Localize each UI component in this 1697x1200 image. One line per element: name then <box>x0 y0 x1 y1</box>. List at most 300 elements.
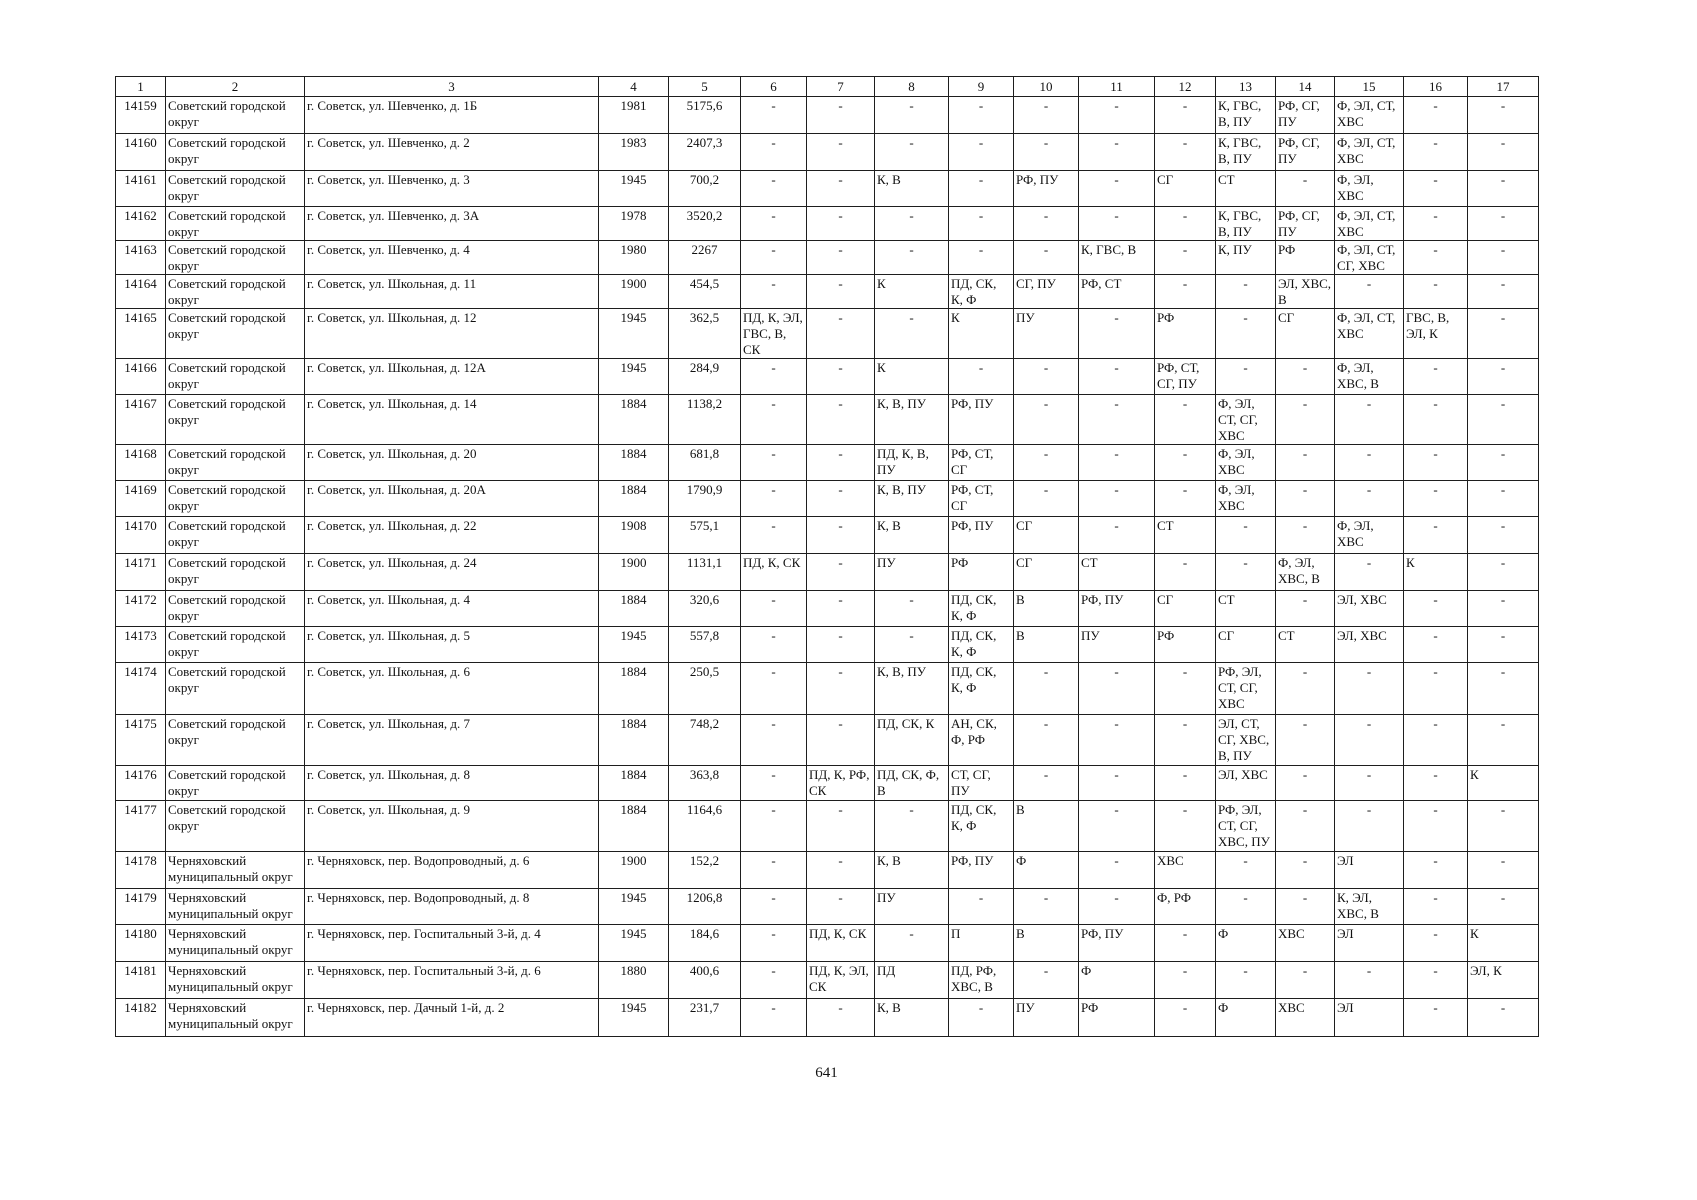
column-13-cell: К, ПУ <box>1216 241 1276 275</box>
table-row <box>116 481 1539 517</box>
column-9-cell: ПД, СК, К, Ф <box>949 801 1014 852</box>
table-row <box>116 715 1539 766</box>
column-10-cell: - <box>1014 766 1079 801</box>
column-header-4: 4 <box>599 77 669 97</box>
column-14-cell: ЭЛ, ХВС, В <box>1276 275 1335 309</box>
column-16-cell: - <box>1404 715 1468 766</box>
column-6-cell: - <box>741 97 807 134</box>
table-row <box>116 554 1539 591</box>
table-row <box>116 962 1539 999</box>
column-12-cell: - <box>1155 395 1216 445</box>
year-cell: 1945 <box>599 627 669 663</box>
column-13-cell: СТ <box>1216 171 1276 207</box>
year-cell: 1900 <box>599 852 669 889</box>
record-number-cell: 14180 <box>116 925 166 962</box>
column-8-cell: К, В <box>875 517 949 554</box>
column-14-cell: - <box>1276 852 1335 889</box>
column-17-cell: ЭЛ, К <box>1468 962 1539 999</box>
column-12-cell: Ф, РФ <box>1155 889 1216 925</box>
area-cell: 400,6 <box>669 962 741 999</box>
address-cell: г. Советск, ул. Школьная, д. 9 <box>305 801 599 852</box>
column-header-8: 8 <box>875 77 949 97</box>
column-10-cell: - <box>1014 481 1079 517</box>
column-12-cell: - <box>1155 445 1216 481</box>
area-cell: 1131,1 <box>669 554 741 591</box>
column-12-cell: - <box>1155 999 1216 1037</box>
column-8-cell: К, В, ПУ <box>875 663 949 715</box>
column-header-10: 10 <box>1014 77 1079 97</box>
column-14-cell: РФ, СГ, ПУ <box>1276 97 1335 134</box>
column-8-cell: К <box>875 275 949 309</box>
table-body <box>116 97 1539 1037</box>
table-row <box>116 207 1539 241</box>
year-cell: 1945 <box>599 359 669 395</box>
record-number-cell: 14181 <box>116 962 166 999</box>
column-12-cell: - <box>1155 663 1216 715</box>
column-12-cell: - <box>1155 801 1216 852</box>
column-8-cell: - <box>875 591 949 627</box>
column-8-cell: - <box>875 97 949 134</box>
column-12-cell: - <box>1155 97 1216 134</box>
column-8-cell: К, В, ПУ <box>875 481 949 517</box>
column-9-cell: - <box>949 359 1014 395</box>
column-13-cell: К, ГВС, В, ПУ <box>1216 207 1276 241</box>
record-number-cell: 14175 <box>116 715 166 766</box>
record-number-cell: 14164 <box>116 275 166 309</box>
column-14-cell: РФ <box>1276 241 1335 275</box>
year-cell: 1884 <box>599 663 669 715</box>
column-10-cell: В <box>1014 925 1079 962</box>
column-16-cell: - <box>1404 591 1468 627</box>
header-row <box>116 77 1539 97</box>
column-11-cell: - <box>1079 715 1155 766</box>
column-12-cell: ХВС <box>1155 852 1216 889</box>
column-16-cell: - <box>1404 962 1468 999</box>
column-17-cell: - <box>1468 801 1539 852</box>
column-6-cell: - <box>741 715 807 766</box>
column-12-cell: РФ <box>1155 309 1216 359</box>
column-9-cell: ПД, СК, К, Ф <box>949 663 1014 715</box>
column-16-cell: - <box>1404 134 1468 171</box>
table-row <box>116 359 1539 395</box>
column-header-5: 5 <box>669 77 741 97</box>
column-17-cell: - <box>1468 999 1539 1037</box>
column-7-cell: ПД, К, РФ, СК <box>807 766 875 801</box>
table-row <box>116 801 1539 852</box>
municipality-cell: Советский городской округ <box>166 395 305 445</box>
column-11-cell: - <box>1079 852 1155 889</box>
table-row <box>116 134 1539 171</box>
column-9-cell: РФ, ПУ <box>949 852 1014 889</box>
column-11-cell: - <box>1079 97 1155 134</box>
address-cell: г. Советск, ул. Школьная, д. 12 <box>305 309 599 359</box>
record-number-cell: 14173 <box>116 627 166 663</box>
table-row <box>116 309 1539 359</box>
column-15-cell: - <box>1335 715 1404 766</box>
column-16-cell: - <box>1404 445 1468 481</box>
column-11-cell: - <box>1079 481 1155 517</box>
column-13-cell: - <box>1216 517 1276 554</box>
column-12-cell: - <box>1155 134 1216 171</box>
municipality-cell: Черняховский муниципальный округ <box>166 852 305 889</box>
column-10-cell: ПУ <box>1014 309 1079 359</box>
column-13-cell: - <box>1216 852 1276 889</box>
column-7-cell: - <box>807 309 875 359</box>
column-17-cell: - <box>1468 889 1539 925</box>
column-13-cell: Ф <box>1216 925 1276 962</box>
column-header-12: 12 <box>1155 77 1216 97</box>
column-9-cell: РФ <box>949 554 1014 591</box>
municipality-cell: Советский городской округ <box>166 715 305 766</box>
area-cell: 1790,9 <box>669 481 741 517</box>
column-6-cell: - <box>741 445 807 481</box>
column-16-cell: - <box>1404 275 1468 309</box>
column-9-cell: - <box>949 999 1014 1037</box>
column-16-cell: - <box>1404 889 1468 925</box>
address-cell: г. Советск, ул. Шевченко, д. 4 <box>305 241 599 275</box>
column-15-cell: Ф, ЭЛ, СТ, ХВС <box>1335 207 1404 241</box>
column-6-cell: ПД, К, ЭЛ, ГВС, В, СК <box>741 309 807 359</box>
year-cell: 1983 <box>599 134 669 171</box>
column-9-cell: ПД, СК, К, Ф <box>949 627 1014 663</box>
municipality-cell: Советский городской округ <box>166 627 305 663</box>
record-number-cell: 14162 <box>116 207 166 241</box>
address-cell: г. Советск, ул. Школьная, д. 12А <box>305 359 599 395</box>
column-16-cell: ГВС, В, ЭЛ, К <box>1404 309 1468 359</box>
area-cell: 681,8 <box>669 445 741 481</box>
column-8-cell: ПД, СК, К <box>875 715 949 766</box>
area-cell: 231,7 <box>669 999 741 1037</box>
area-cell: 152,2 <box>669 852 741 889</box>
column-14-cell: СГ <box>1276 309 1335 359</box>
column-15-cell: - <box>1335 395 1404 445</box>
column-7-cell: - <box>807 591 875 627</box>
column-13-cell: ЭЛ, ХВС <box>1216 766 1276 801</box>
column-13-cell: Ф, ЭЛ, ХВС <box>1216 445 1276 481</box>
column-9-cell: - <box>949 97 1014 134</box>
column-13-cell: - <box>1216 962 1276 999</box>
column-10-cell: - <box>1014 134 1079 171</box>
municipality-cell: Советский городской округ <box>166 171 305 207</box>
column-9-cell: - <box>949 171 1014 207</box>
column-14-cell: - <box>1276 445 1335 481</box>
table-row <box>116 445 1539 481</box>
year-cell: 1884 <box>599 591 669 627</box>
year-cell: 1945 <box>599 309 669 359</box>
column-10-cell: ПУ <box>1014 999 1079 1037</box>
column-8-cell: К, В, ПУ <box>875 395 949 445</box>
column-15-cell: - <box>1335 275 1404 309</box>
page-number: 641 <box>815 1065 838 1081</box>
record-number-cell: 14172 <box>116 591 166 627</box>
column-12-cell: - <box>1155 241 1216 275</box>
column-17-cell: - <box>1468 591 1539 627</box>
column-17-cell: - <box>1468 359 1539 395</box>
column-header-16: 16 <box>1404 77 1468 97</box>
column-16-cell: - <box>1404 171 1468 207</box>
address-cell: г. Черняховск, пер. Дачный 1-й, д. 2 <box>305 999 599 1037</box>
table-row <box>116 241 1539 275</box>
column-15-cell: Ф, ЭЛ, СТ, ХВС <box>1335 309 1404 359</box>
column-17-cell: - <box>1468 663 1539 715</box>
column-6-cell: - <box>741 999 807 1037</box>
column-15-cell: К, ЭЛ, ХВС, В <box>1335 889 1404 925</box>
column-9-cell: СТ, СГ, ПУ <box>949 766 1014 801</box>
column-6-cell: - <box>741 481 807 517</box>
column-header-7: 7 <box>807 77 875 97</box>
column-11-cell: РФ, СТ <box>1079 275 1155 309</box>
year-cell: 1945 <box>599 925 669 962</box>
year-cell: 1900 <box>599 275 669 309</box>
column-6-cell: - <box>741 395 807 445</box>
address-cell: г. Черняховск, пер. Водопроводный, д. 8 <box>305 889 599 925</box>
column-7-cell: - <box>807 359 875 395</box>
column-9-cell: РФ, ПУ <box>949 395 1014 445</box>
column-8-cell: К, В <box>875 852 949 889</box>
column-13-cell: - <box>1216 275 1276 309</box>
municipality-cell: Черняховский муниципальный округ <box>166 889 305 925</box>
column-12-cell: - <box>1155 207 1216 241</box>
record-number-cell: 14182 <box>116 999 166 1037</box>
column-header-6: 6 <box>741 77 807 97</box>
municipality-cell: Советский городской округ <box>166 275 305 309</box>
column-10-cell: СГ <box>1014 517 1079 554</box>
column-16-cell: - <box>1404 481 1468 517</box>
column-12-cell: СГ <box>1155 171 1216 207</box>
record-number-cell: 14163 <box>116 241 166 275</box>
column-header-17: 17 <box>1468 77 1539 97</box>
column-7-cell: - <box>807 275 875 309</box>
area-cell: 362,5 <box>669 309 741 359</box>
column-7-cell: - <box>807 554 875 591</box>
column-13-cell: РФ, ЭЛ, СТ, СГ, ХВС, ПУ <box>1216 801 1276 852</box>
address-cell: г. Советск, ул. Школьная, д. 20А <box>305 481 599 517</box>
column-9-cell: - <box>949 134 1014 171</box>
column-17-cell: - <box>1468 134 1539 171</box>
column-10-cell: Ф <box>1014 852 1079 889</box>
column-11-cell: - <box>1079 517 1155 554</box>
record-number-cell: 14179 <box>116 889 166 925</box>
address-cell: г. Советск, ул. Школьная, д. 5 <box>305 627 599 663</box>
column-7-cell: - <box>807 715 875 766</box>
table-row <box>116 171 1539 207</box>
column-15-cell: - <box>1335 801 1404 852</box>
record-number-cell: 14170 <box>116 517 166 554</box>
column-6-cell: ПД, К, СК <box>741 554 807 591</box>
record-number-cell: 14168 <box>116 445 166 481</box>
column-12-cell: РФ <box>1155 627 1216 663</box>
column-10-cell: - <box>1014 207 1079 241</box>
column-16-cell: - <box>1404 627 1468 663</box>
column-header-13: 13 <box>1216 77 1276 97</box>
column-15-cell: - <box>1335 554 1404 591</box>
column-7-cell: - <box>807 627 875 663</box>
column-10-cell: - <box>1014 395 1079 445</box>
column-10-cell: В <box>1014 801 1079 852</box>
column-6-cell: - <box>741 359 807 395</box>
column-8-cell: К, В <box>875 171 949 207</box>
column-11-cell: - <box>1079 134 1155 171</box>
column-8-cell: - <box>875 241 949 275</box>
area-cell: 748,2 <box>669 715 741 766</box>
column-13-cell: - <box>1216 889 1276 925</box>
column-17-cell: - <box>1468 715 1539 766</box>
column-9-cell: ПД, СК, К, Ф <box>949 591 1014 627</box>
year-cell: 1884 <box>599 801 669 852</box>
column-9-cell: РФ, СТ, СГ <box>949 481 1014 517</box>
column-16-cell: - <box>1404 395 1468 445</box>
address-cell: г. Советск, ул. Школьная, д. 8 <box>305 766 599 801</box>
column-header-14: 14 <box>1276 77 1335 97</box>
column-13-cell: СГ <box>1216 627 1276 663</box>
column-header-3: 3 <box>305 77 599 97</box>
column-15-cell: Ф, ЭЛ, ХВС <box>1335 171 1404 207</box>
column-14-cell: - <box>1276 889 1335 925</box>
column-16-cell: - <box>1404 359 1468 395</box>
column-15-cell: - <box>1335 663 1404 715</box>
column-12-cell: - <box>1155 554 1216 591</box>
year-cell: 1884 <box>599 715 669 766</box>
area-cell: 454,5 <box>669 275 741 309</box>
column-header-15: 15 <box>1335 77 1404 97</box>
address-cell: г. Советск, ул. Школьная, д. 24 <box>305 554 599 591</box>
column-16-cell: - <box>1404 517 1468 554</box>
year-cell: 1900 <box>599 554 669 591</box>
column-11-cell: - <box>1079 207 1155 241</box>
column-12-cell: СТ <box>1155 517 1216 554</box>
column-12-cell: СГ <box>1155 591 1216 627</box>
area-cell: 250,5 <box>669 663 741 715</box>
column-8-cell: ПД, К, В, ПУ <box>875 445 949 481</box>
column-6-cell: - <box>741 275 807 309</box>
municipality-cell: Советский городской округ <box>166 359 305 395</box>
year-cell: 1978 <box>599 207 669 241</box>
column-13-cell: Ф, ЭЛ, ХВС <box>1216 481 1276 517</box>
column-16-cell: - <box>1404 663 1468 715</box>
record-number-cell: 14166 <box>116 359 166 395</box>
column-13-cell: - <box>1216 554 1276 591</box>
record-number-cell: 14171 <box>116 554 166 591</box>
record-number-cell: 14174 <box>116 663 166 715</box>
column-13-cell: РФ, ЭЛ, СТ, СГ, ХВС <box>1216 663 1276 715</box>
column-8-cell: - <box>875 309 949 359</box>
column-17-cell: - <box>1468 275 1539 309</box>
column-13-cell: - <box>1216 359 1276 395</box>
year-cell: 1981 <box>599 97 669 134</box>
area-cell: 575,1 <box>669 517 741 554</box>
column-10-cell: - <box>1014 241 1079 275</box>
table-row <box>116 925 1539 962</box>
area-cell: 1138,2 <box>669 395 741 445</box>
column-15-cell: - <box>1335 962 1404 999</box>
column-14-cell: СТ <box>1276 627 1335 663</box>
column-17-cell: - <box>1468 309 1539 359</box>
municipality-cell: Черняховский муниципальный округ <box>166 999 305 1037</box>
record-number-cell: 14159 <box>116 97 166 134</box>
column-17-cell: - <box>1468 627 1539 663</box>
municipality-cell: Советский городской округ <box>166 207 305 241</box>
area-cell: 1206,8 <box>669 889 741 925</box>
column-15-cell: ЭЛ <box>1335 999 1404 1037</box>
table-row <box>116 591 1539 627</box>
address-cell: г. Советск, ул. Школьная, д. 7 <box>305 715 599 766</box>
column-16-cell: - <box>1404 852 1468 889</box>
column-13-cell: Ф, ЭЛ, СТ, СГ, ХВС <box>1216 395 1276 445</box>
municipality-cell: Советский городской округ <box>166 766 305 801</box>
column-10-cell: В <box>1014 627 1079 663</box>
column-6-cell: - <box>741 766 807 801</box>
municipality-cell: Советский городской округ <box>166 517 305 554</box>
column-15-cell: Ф, ЭЛ, СТ, ХВС <box>1335 97 1404 134</box>
column-16-cell: - <box>1404 97 1468 134</box>
column-8-cell: - <box>875 925 949 962</box>
column-7-cell: - <box>807 663 875 715</box>
column-6-cell: - <box>741 925 807 962</box>
address-cell: г. Советск, ул. Школьная, д. 14 <box>305 395 599 445</box>
column-10-cell: - <box>1014 715 1079 766</box>
column-14-cell: - <box>1276 359 1335 395</box>
column-11-cell: РФ, ПУ <box>1079 591 1155 627</box>
column-17-cell: - <box>1468 171 1539 207</box>
table-row <box>116 999 1539 1037</box>
municipality-cell: Советский городской округ <box>166 97 305 134</box>
column-16-cell: - <box>1404 999 1468 1037</box>
area-cell: 320,6 <box>669 591 741 627</box>
record-number-cell: 14165 <box>116 309 166 359</box>
column-7-cell: - <box>807 801 875 852</box>
area-cell: 1164,6 <box>669 801 741 852</box>
column-11-cell: К, ГВС, В <box>1079 241 1155 275</box>
column-7-cell: - <box>807 207 875 241</box>
column-8-cell: - <box>875 801 949 852</box>
column-header-11: 11 <box>1079 77 1155 97</box>
column-11-cell: ПУ <box>1079 627 1155 663</box>
column-6-cell: - <box>741 241 807 275</box>
column-13-cell: СТ <box>1216 591 1276 627</box>
address-cell: г. Советск, ул. Школьная, д. 20 <box>305 445 599 481</box>
column-6-cell: - <box>741 207 807 241</box>
column-10-cell: В <box>1014 591 1079 627</box>
column-17-cell: К <box>1468 766 1539 801</box>
column-16-cell: К <box>1404 554 1468 591</box>
column-12-cell: - <box>1155 766 1216 801</box>
year-cell: 1884 <box>599 481 669 517</box>
municipality-cell: Советский городской округ <box>166 445 305 481</box>
column-16-cell: - <box>1404 801 1468 852</box>
column-6-cell: - <box>741 627 807 663</box>
column-14-cell: - <box>1276 801 1335 852</box>
column-7-cell: - <box>807 445 875 481</box>
table-row <box>116 627 1539 663</box>
municipality-cell: Советский городской округ <box>166 241 305 275</box>
column-14-cell: - <box>1276 517 1335 554</box>
column-10-cell: - <box>1014 97 1079 134</box>
municipality-cell: Советский городской округ <box>166 481 305 517</box>
record-number-cell: 14167 <box>116 395 166 445</box>
column-10-cell: - <box>1014 962 1079 999</box>
column-12-cell: - <box>1155 481 1216 517</box>
column-9-cell: К <box>949 309 1014 359</box>
column-17-cell: - <box>1468 395 1539 445</box>
housing-data-table <box>115 76 1539 1037</box>
column-15-cell: Ф, ЭЛ, ХВС <box>1335 517 1404 554</box>
column-11-cell: - <box>1079 309 1155 359</box>
column-12-cell: РФ, СТ, СГ, ПУ <box>1155 359 1216 395</box>
column-15-cell: Ф, ЭЛ, ХВС, В <box>1335 359 1404 395</box>
column-10-cell: - <box>1014 359 1079 395</box>
column-17-cell: - <box>1468 517 1539 554</box>
municipality-cell: Черняховский муниципальный округ <box>166 925 305 962</box>
